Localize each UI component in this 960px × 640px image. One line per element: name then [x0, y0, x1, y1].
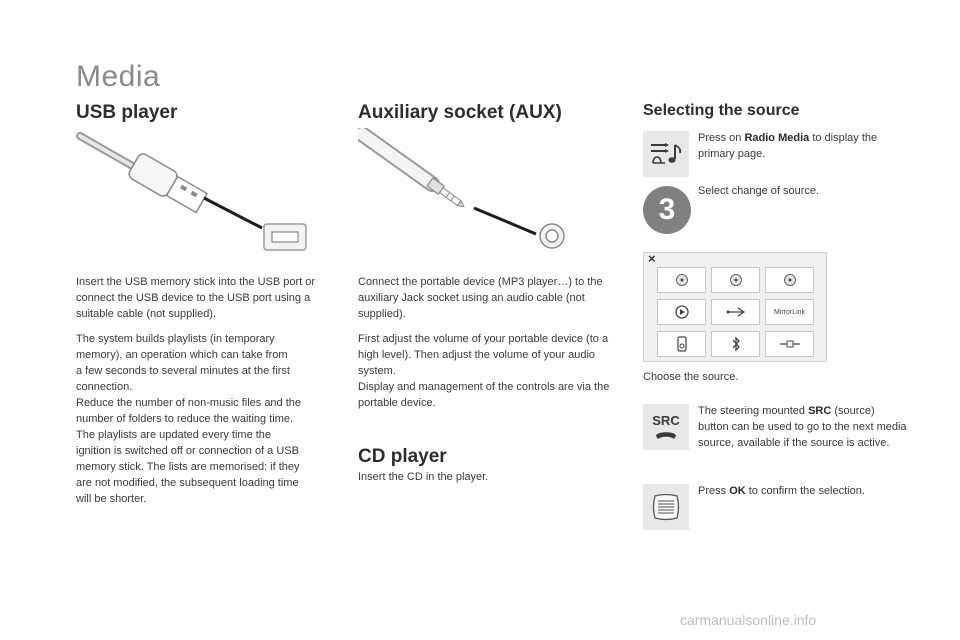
usb-line: will be shorter. [76, 493, 147, 505]
usb-paragraph-1: Insert the USB memory stick into the USB port or connect the USB device to the USB port using a suitable cable (not supplied). [76, 276, 316, 320]
source-button-aux[interactable] [765, 331, 814, 357]
usb-line: connection. [76, 381, 133, 393]
steering-src-icon [643, 404, 689, 450]
usb-heading: USB player [76, 102, 178, 123]
source-button-radio-3[interactable] [765, 267, 814, 293]
source-selection-screen [643, 252, 827, 362]
source-heading: Selecting the source [643, 102, 800, 119]
usb-line: Reduce the number of non-music files and the [76, 397, 302, 409]
usb-line: number of folders to reduce the waiting time. [76, 413, 294, 425]
source-step-2: Select change of source. [698, 185, 820, 197]
usb-line: are not modified, the subsequent loading time [76, 477, 299, 489]
source-step-4: The steering mounted SRC (source) button can be used to go to the next media source, available if the source is active. [698, 405, 907, 449]
jack-plug-icon [358, 128, 578, 258]
usb-line: a few seconds to several minutes at the first [76, 365, 290, 377]
source-button-ipod[interactable] [657, 331, 706, 357]
ok-button-icon [643, 484, 689, 530]
source-button-radio-1[interactable] [657, 267, 706, 293]
source-step-5: Press OK to confirm the selection. [698, 485, 865, 497]
aux-heading: Auxiliary socket (AUX) [358, 102, 562, 123]
source-button-usb[interactable] [711, 299, 760, 325]
usb-line: The system builds playlists (in temporary [76, 333, 275, 345]
aux-paragraph-3: Display and management of the controls are via the portable device. [358, 381, 610, 409]
source-button-cd[interactable] [657, 299, 706, 325]
usb-line: The playlists are updated every time the [76, 429, 272, 441]
usb-line: memory stick. The lists are memorised: if they [76, 461, 300, 473]
radio-media-icon [643, 131, 689, 177]
source-step-1: Press on Radio Media to display the primary page. [698, 132, 878, 160]
chapter-number-badge: 3 [643, 186, 691, 234]
page-title: Media [76, 60, 161, 93]
source-button-radio-2[interactable] [711, 267, 760, 293]
watermark: carmanualsonline.info [680, 612, 817, 628]
cd-text: Insert the CD in the player. [358, 471, 489, 483]
aux-paragraph-2: First adjust the volume of your portable device (to a high level). Then adjust the volume of your audio system. [358, 333, 609, 377]
close-icon[interactable]: × [648, 251, 656, 266]
usb-paragraph-2 [76, 331, 338, 507]
source-button-bluetooth[interactable] [711, 331, 760, 357]
src-icon-label: SRC [652, 413, 680, 428]
source-button-mirrorlink[interactable]: MirrorLink [765, 299, 814, 325]
usb-plug-icon [76, 128, 316, 258]
usb-line: memory), an operation which can take from [76, 349, 288, 361]
cd-heading: CD player [358, 446, 447, 467]
usb-line: ignition is switched off or connection of a USB [76, 445, 299, 457]
aux-paragraph-1: Connect the portable device (MP3 player…) to the auxiliary Jack socket using an audio cable (not supplied). [358, 276, 603, 320]
source-step-3: Choose the source. [643, 371, 739, 383]
